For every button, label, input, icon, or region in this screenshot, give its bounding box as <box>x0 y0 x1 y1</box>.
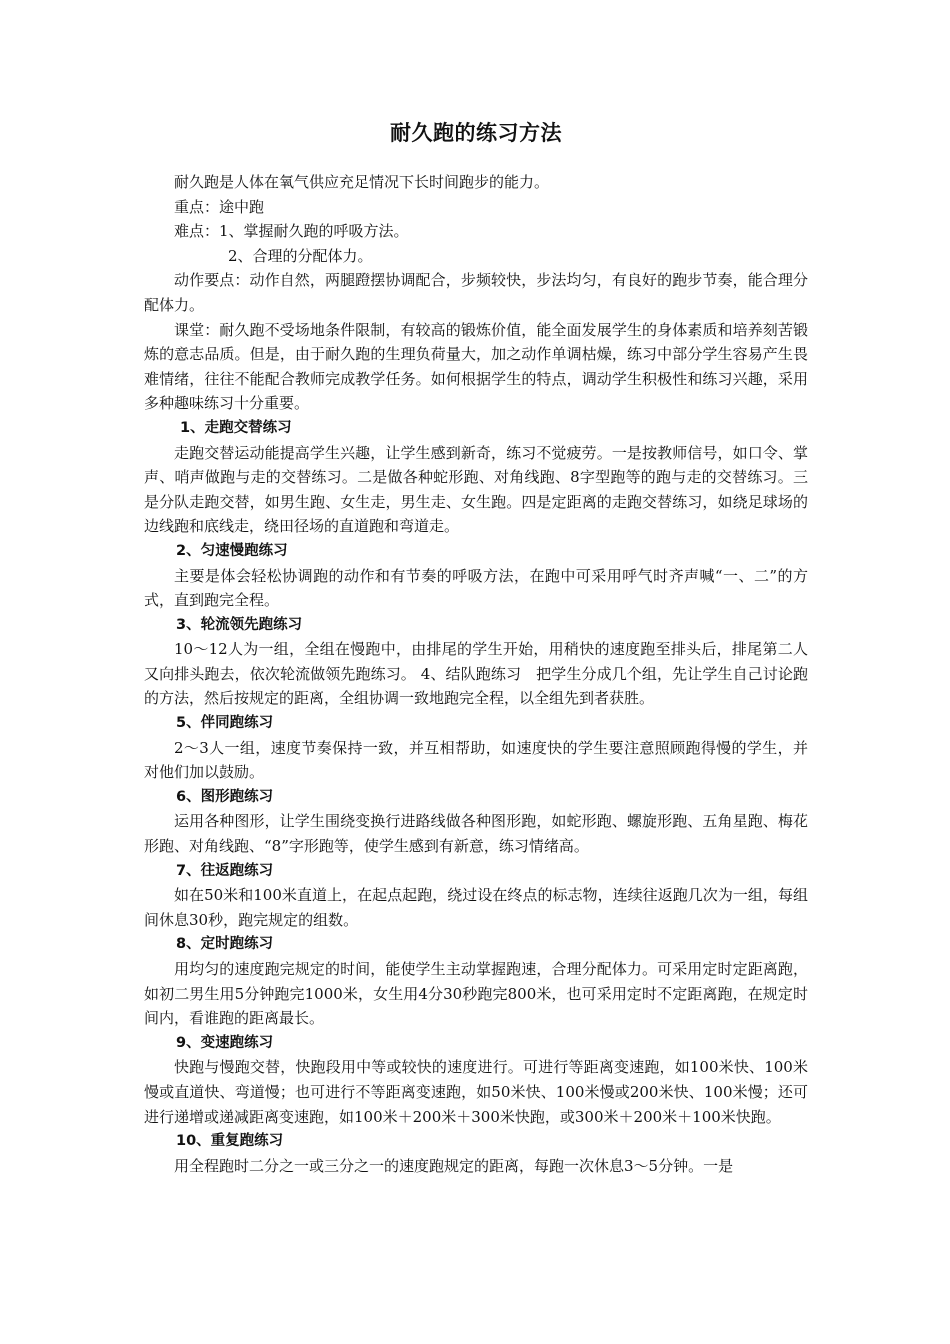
difficulty-line-1: 难点：1、掌握耐久跑的呼吸方法。 <box>174 222 409 241</box>
section-heading: 7、往返跑练习 <box>176 862 274 879</box>
section-paragraph: 2～3人一组，速度节奏保持一致，并互相帮助，如速度快的学生要注意照顾跑得慢的学生，并对他们加以鼓励。 <box>144 738 808 782</box>
key-point-line: 重点：途中跑 <box>174 197 265 216</box>
section-paragraph: 走跑交替运动能提高学生兴趣，让学生感到新奇，练习不觉疲劳。一是按教师信号，如口令、掌声、哨声做跑与走的交替练习。二是做各种蛇形跑、对角线跑、8字型跑等的跑与走的交替练习。三是分队走跑交替，如男生跑、女生走，男生走、女生跑。四是定距离的走跑交替练习，如绕足球场的边线跑和底线走，绕田径场的直道跑和弯道走。 <box>144 443 808 536</box>
section-heading: 10、重复跑练习 <box>176 1133 284 1150</box>
section-heading: 3、轮流领先跑练习 <box>176 616 303 633</box>
section-heading: 6、图形跑练习 <box>176 788 274 805</box>
section-paragraph: 快跑与慢跑交替，快跑段用中等或较快的速度进行。可进行等距离变速跑，如100米快、100米慢或直道快、弯道慢；也可进行不等距离变速跑，如50米快、100米慢或200米快、100米慢；还可进行递增或递减距离变速跑，如100米＋200米＋300米快跑，或300米＋200米＋100米快跑。 <box>144 1058 808 1126</box>
section-heading: 9、变速跑练习 <box>176 1034 274 1051</box>
section-heading: 5、伴同跑练习 <box>176 715 274 732</box>
difficulty-line-2: 2、合理的分配体力。 <box>228 246 373 265</box>
section-heading: 1、走跑交替练习 <box>180 419 292 436</box>
section-heading: 2、匀速慢跑练习 <box>176 542 288 559</box>
section-paragraph: 用均匀的速度跑完规定的时间，能使学生主动掌握跑速，合理分配体力。可采用定时定距离跑，如初二男生用5分钟跑完1000米，女生用4分30秒跑完800米，也可采用定时不定距离跑，在规定时间内，看谁跑的距离最长。 <box>144 960 808 1028</box>
section-paragraph: 10～12人为一组，全组在慢跑中，由排尾的学生开始，用稍快的速度跑至排头后，排尾第二人又向排头跑去，依次轮流做领先跑练习。 4、结队跑练习 把学生分成几个组，先让学生自己讨论跑的方法，然后按规定的距离，全组协调一致地跑完全程，以全组先到者获胜。 <box>144 640 808 708</box>
intro-paragraph: 耐久跑是人体在氧气供应充足情况下长时间跑步的能力。 <box>174 173 550 191</box>
document-title: 耐久跑的练习方法 <box>390 121 562 145</box>
section-paragraph: 如在50米和100米直道上，在起点起跑，绕过设在终点的标志物，连续往返跑几次为一组，每组间休息30秒，跑完规定的组数。 <box>144 886 808 929</box>
section-paragraph: 运用各种图形，让学生围绕变换行进路线做各种图形跑，如蛇形跑、螺旋形跑、五角星跑、梅花形跑、对角线跑、“8”字形跑等，使学生感到有新意，练习情绪高。 <box>144 812 808 856</box>
section-paragraph: 用全程跑时二分之一或三分之一的速度跑规定的距离，每跑一次休息3～5分钟。一是 <box>174 1156 734 1175</box>
section-paragraph: 主要是体会轻松协调跑的动作和有节奏的呼吸方法，在跑中可采用呼气时齐声喊“一、二”的方式，直到跑完全程。 <box>144 566 808 610</box>
action-essentials-paragraph: 动作要点：动作自然，两腿蹬摆协调配合，步频较快，步法均匀，有良好的跑步节奏，能合理分配体力。 <box>144 271 808 314</box>
classroom-paragraph: 课堂：耐久跑不受场地条件限制，有较高的锻炼价值，能全面发展学生的身体素质和培养刻苦锻炼的意志品质。但是，由于耐久跑的生理负荷量大，加之动作单调枯燥，练习中部分学生容易产生畏难情绪，往往不能配合教师完成教学任务。如何根据学生的特点，调动学生积极性和练习兴趣，采用多种趣味练习十分重要。 <box>144 320 808 413</box>
section-heading: 8、定时跑练习 <box>176 936 274 953</box>
document-body <box>144 118 808 1178</box>
